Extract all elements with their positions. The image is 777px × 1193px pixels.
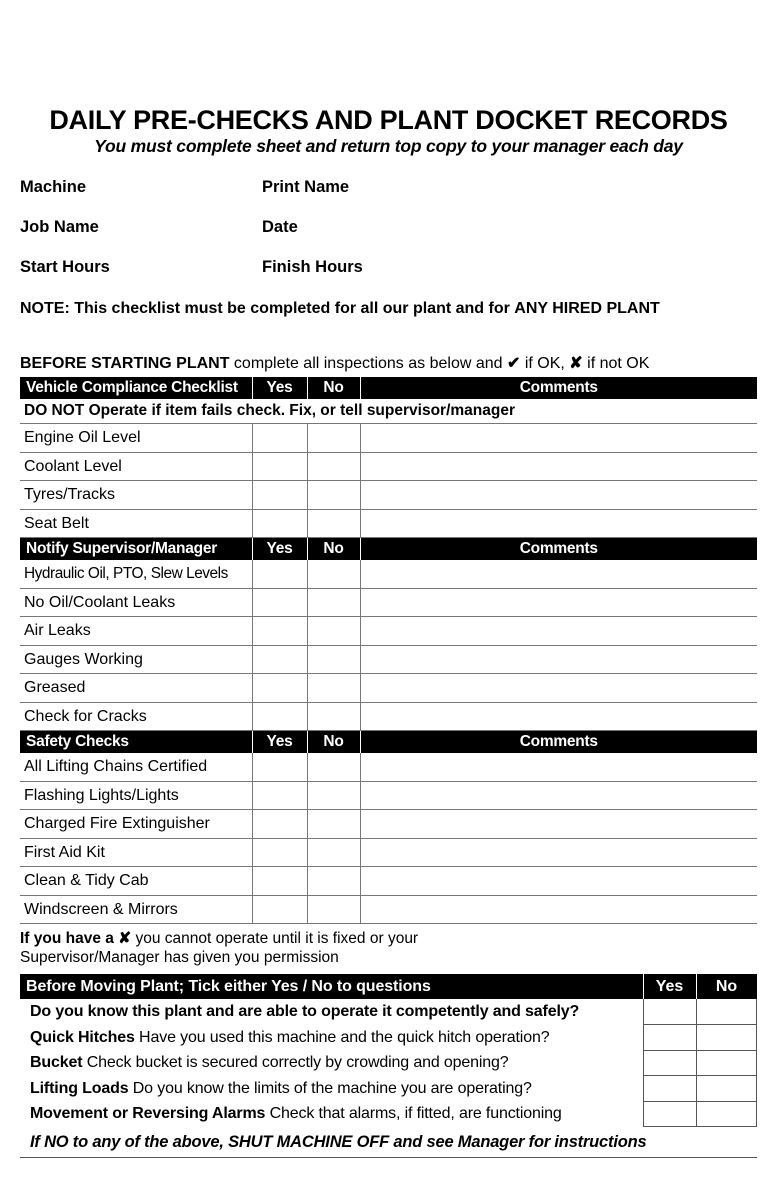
yes-checkbox-cell[interactable] [252,645,307,674]
section-header-notify-supervisor: Notify Supervisor/Manager [20,538,252,560]
question-bold: Do you know this plant and are able to operate it competently and safely? [30,1003,580,1021]
table-row [20,810,757,839]
no-checkbox-cell[interactable] [307,781,360,810]
comments-cell[interactable] [360,617,757,646]
no-checkbox-cell[interactable] [696,1050,757,1076]
no-checkbox-cell[interactable] [307,753,360,781]
before-starting-bold: BEFORE STARTING PLANT [20,355,230,373]
document-page [0,105,777,1193]
comments-cell[interactable] [360,702,757,731]
table-row [20,753,757,781]
page-title: DAILY PRE-CHECKS AND PLANT DOCKET RECORDS [49,105,728,135]
yes-checkbox-cell[interactable] [252,560,307,588]
field-label-start-hours: Start Hours [20,258,110,277]
field-label-date: Date [262,218,298,237]
no-checkbox-cell[interactable] [307,702,360,731]
column-header-comments: Comments [360,538,757,560]
comments-cell[interactable] [360,867,757,896]
field-label-finish-hours: Finish Hours [262,258,363,277]
before-starting-text-a: complete all inspections as below and [229,355,507,373]
moving-plant-header-bold-b: Yes / No [271,978,333,996]
table-row [20,588,757,617]
note-emphasis: ANY HIRED PLANT [514,300,660,318]
column-header-yes: Yes [643,974,696,999]
no-checkbox-cell[interactable] [307,509,360,538]
table-row [20,1076,757,1102]
column-header-no: No [307,377,360,399]
before-moving-plant-table [20,974,757,1158]
table-row [20,895,757,924]
no-checkbox-cell[interactable] [307,617,360,646]
comments-cell[interactable] [360,509,757,538]
moving-plant-header-text-a: Tick either [184,978,272,996]
yes-checkbox-cell[interactable] [643,999,696,1025]
checklist-item-label: Coolant Level [20,452,252,481]
table-row [20,1050,757,1076]
x-note-bold: If you have a ✘ [20,930,132,948]
table-row [20,781,757,810]
checklist-item-label: Gauges Working [20,645,252,674]
column-header-yes: Yes [252,731,307,753]
yes-checkbox-cell[interactable] [252,481,307,510]
vehicle-compliance-table [20,377,757,538]
table-row [20,702,757,731]
comments-cell[interactable] [360,645,757,674]
yes-checkbox-cell[interactable] [252,702,307,731]
no-checkbox-cell[interactable] [307,895,360,924]
moving-plant-footer: If NO to any of the above, SHUT MACHINE OFF and see Manager for instructions [20,1127,757,1158]
yes-checkbox-cell[interactable] [252,509,307,538]
yes-checkbox-cell[interactable] [643,1025,696,1051]
question-bold: Bucket [30,1054,83,1072]
table-header-row [20,377,757,399]
column-header-no: No [307,731,360,753]
table-row [20,560,757,588]
column-header-no: No [307,538,360,560]
yes-checkbox-cell[interactable] [252,810,307,839]
checklist-item-label: Hydraulic Oil, PTO, Slew Levels [20,560,252,588]
table-row [20,452,757,481]
table-row [20,481,757,510]
column-header-comments: Comments [360,731,757,753]
field-label-machine: Machine [20,178,87,197]
comments-cell[interactable] [360,452,757,481]
moving-plant-question [20,1101,643,1127]
column-header-yes: Yes [252,377,307,399]
checklist-item-label: First Aid Kit [20,838,252,867]
comments-cell[interactable] [360,895,757,924]
table-row [20,674,757,703]
no-checkbox-cell[interactable] [307,867,360,896]
yes-checkbox-cell[interactable] [252,452,307,481]
comments-cell[interactable] [360,781,757,810]
yes-checkbox-cell[interactable] [252,674,307,703]
table-row [20,509,757,538]
field-label-job-name: Job Name [20,218,99,237]
section-header-safety-checks: Safety Checks [20,731,252,753]
table-row [20,617,757,646]
yes-checkbox-cell[interactable] [252,424,307,453]
note-line [20,300,757,318]
checklist-item-label: Air Leaks [20,617,252,646]
no-checkbox-cell[interactable] [307,810,360,839]
field-row [20,258,757,298]
checklist-item-label: Charged Fire Extinguisher [20,810,252,839]
x-note-line-2: Supervisor/Manager has given you permission [20,949,339,967]
comments-cell[interactable] [360,588,757,617]
checklist-item-label: Windscreen & Mirrors [20,895,252,924]
moving-plant-header-text-b: to questions [332,978,431,996]
before-starting-line [20,353,757,373]
subheader-do-not-operate: DO NOT Operate if item fails check. Fix, or tell supervisor/manager [20,399,757,424]
table-row [20,867,757,896]
moving-plant-question [20,999,643,1025]
field-row [20,178,757,218]
checklist-item-label: All Lifting Chains Certified [20,753,252,781]
question-bold: Lifting Loads [30,1079,129,1097]
table-row [20,838,757,867]
yes-checkbox-cell[interactable] [643,1076,696,1102]
yes-checkbox-cell[interactable] [252,588,307,617]
no-checkbox-cell[interactable] [307,674,360,703]
table-header-row [20,538,757,560]
checklist-item-label: No Oil/Coolant Leaks [20,588,252,617]
column-header-comments: Comments [360,377,757,399]
checklist-item-label: Check for Cracks [20,702,252,731]
table-row [20,999,757,1025]
no-checkbox-cell[interactable] [307,645,360,674]
comments-cell[interactable] [360,810,757,839]
checklist-item-label: Greased [20,674,252,703]
field-label-print-name: Print Name [262,178,350,197]
no-checkbox-cell[interactable] [696,1076,757,1102]
comments-cell[interactable] [360,424,757,453]
notify-supervisor-table [20,538,757,731]
yes-checkbox-cell[interactable] [643,1050,696,1076]
before-starting-text-c: if not OK [582,355,650,373]
question-bold: Quick Hitches [30,1028,135,1046]
question-rest: Check that alarms, if fitted, are functioning [265,1105,562,1123]
question-rest: Check bucket is secured correctly by crowding and opening? [82,1054,509,1072]
yes-checkbox-cell[interactable] [252,617,307,646]
x-note-rest: you cannot operate until it is fixed or your [131,930,419,948]
cross-icon: ✘ [569,355,583,373]
no-checkbox-cell[interactable] [696,999,757,1025]
yes-checkbox-cell[interactable] [252,838,307,867]
question-rest: Have you used this machine and the quick hitch operation? [134,1028,550,1046]
no-checkbox-cell[interactable] [307,424,360,453]
yes-checkbox-cell[interactable] [252,867,307,896]
table-row [20,1101,757,1127]
comments-cell[interactable] [360,753,757,781]
section-header-vehicle-compliance: Vehicle Compliance Checklist [20,377,252,399]
yes-checkbox-cell[interactable] [252,753,307,781]
column-header-no: No [696,974,757,999]
checklist-item-label: Seat Belt [20,509,252,538]
yes-checkbox-cell[interactable] [643,1101,696,1127]
field-row [20,218,757,258]
yes-checkbox-cell[interactable] [252,895,307,924]
safety-checks-table [20,731,757,924]
comments-cell[interactable] [360,560,757,588]
comments-cell[interactable] [360,838,757,867]
field-section [20,178,757,298]
checklist-item-label: Clean & Tidy Cab [20,867,252,896]
comments-cell[interactable] [360,674,757,703]
tick-icon: ✔ [506,355,521,373]
question-rest: Do you know the limits of the machine you are operating? [128,1079,532,1097]
x-note [20,929,757,967]
no-checkbox-cell[interactable] [307,481,360,510]
yes-checkbox-cell[interactable] [252,781,307,810]
note-prefix: NOTE: This checklist must be completed for all our plant and for [20,300,515,318]
no-checkbox-cell[interactable] [307,452,360,481]
no-checkbox-cell[interactable] [307,838,360,867]
no-checkbox-cell[interactable] [307,560,360,588]
no-checkbox-cell[interactable] [696,1025,757,1051]
before-starting-text-b: if OK, [520,355,570,373]
checklist-item-label: Tyres/Tracks [20,481,252,510]
moving-plant-header-row [20,974,757,999]
moving-plant-question [20,1076,643,1102]
moving-plant-header [20,974,643,999]
table-row [20,1025,757,1051]
moving-plant-question [20,1050,643,1076]
no-checkbox-cell[interactable] [696,1101,757,1127]
table-row [20,424,757,453]
column-header-yes: Yes [252,538,307,560]
moving-plant-question [20,1025,643,1051]
table-subheader-row [20,399,757,424]
x-note-line-1 [20,929,757,948]
page-subtitle: You must complete sheet and return top copy to your manager each day [94,136,683,157]
question-bold: Movement or Reversing Alarms [30,1105,266,1123]
checklist-item-label: Flashing Lights/Lights [20,781,252,810]
table-header-row [20,731,757,753]
moving-plant-header-bold: Before Moving Plant; [26,978,185,996]
no-checkbox-cell[interactable] [307,588,360,617]
table-row [20,645,757,674]
checklist-item-label: Engine Oil Level [20,424,252,453]
comments-cell[interactable] [360,481,757,510]
moving-plant-footer-row [20,1127,757,1158]
